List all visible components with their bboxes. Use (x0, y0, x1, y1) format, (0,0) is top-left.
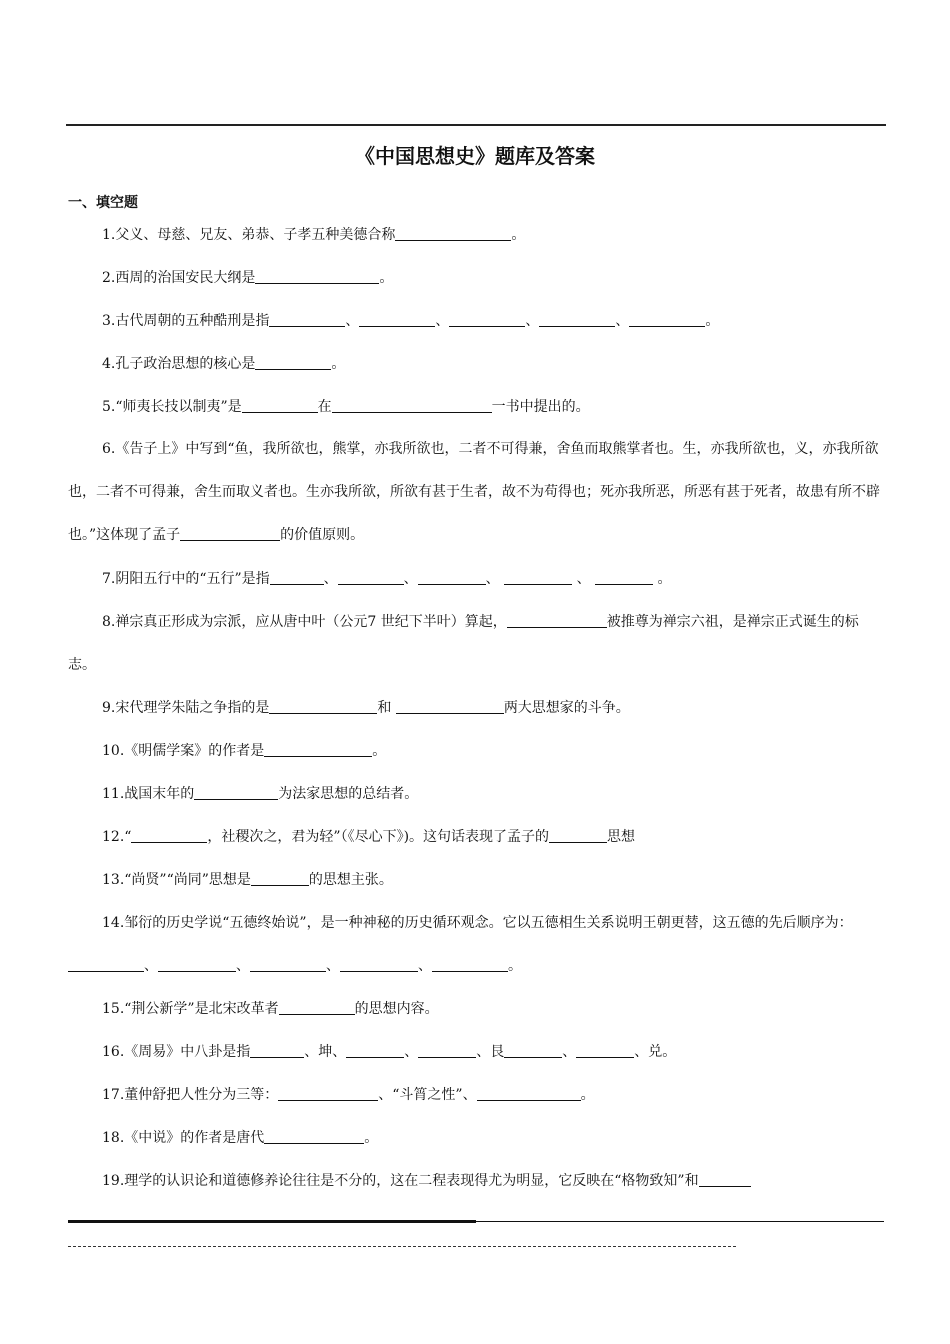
question-text: ，社稷次之，君为轻”（《尽心下》)。这句话表现了孟子的 (207, 829, 550, 845)
question-17 (68, 1074, 886, 1117)
question-7 (68, 558, 886, 601)
question-12 (68, 816, 886, 859)
question-text: 、 (572, 571, 596, 587)
question-11 (68, 773, 886, 816)
question-text: 14.邹衍的历史学说“五德终始说”，是一种神秘的历史循环观念。它以五德相生关系说明王朝更替，这五德的先后顺序为： (102, 915, 853, 931)
answer-blank (699, 1172, 751, 1187)
footer-rule-thick (68, 1220, 476, 1223)
question-text: 、 (236, 958, 250, 974)
question-text: 6.《告子上》中写到“鱼，我所欲也，熊掌，亦我所欲也，二者不可得兼，舍鱼而取熊掌者也。生，亦我所欲也，义，亦我所欲也，二者不可得兼，舍生而取义者也。生亦我所欲，所欲有甚于生者，故不为苟得也；死亦我所恶，所恶有甚于死者，故患有所不辟也。”这体现了孟子 (68, 441, 880, 543)
answer-blank (396, 699, 504, 714)
question-text: 的价值原则。 (280, 527, 365, 543)
question-14 (68, 902, 886, 988)
question-text: 4.孔子政治思想的核心是 (102, 356, 256, 372)
question-16 (68, 1031, 886, 1074)
question-text: 。 (511, 227, 526, 243)
answer-blank (507, 613, 607, 628)
answer-blank (432, 957, 508, 972)
answer-blank (242, 398, 318, 413)
question-text: 、 (345, 313, 360, 329)
question-text: 。 (580, 1087, 595, 1103)
answer-blank (264, 742, 372, 757)
question-text: 、 (435, 313, 450, 329)
question-text: 、 (615, 313, 630, 329)
question-text: 、 (323, 571, 338, 587)
question-text: 的思想主张。 (308, 872, 393, 888)
question-text: 7.阴阳五行中的“五行”是指 (102, 571, 270, 587)
question-4 (68, 343, 886, 386)
answer-blank (269, 312, 345, 327)
question-text: 和 (377, 700, 396, 716)
footer-rule-thin (476, 1221, 884, 1222)
answer-blank (255, 269, 379, 284)
question-text: 、 (326, 958, 340, 974)
question-text: 为法家思想的总结者。 (278, 786, 419, 802)
answer-blank (340, 957, 418, 972)
question-15 (68, 988, 886, 1031)
question-text: 、 (562, 1044, 577, 1060)
question-text: 的思想内容。 (354, 1001, 439, 1017)
question-text: 10.《明儒学案》的作者是 (102, 743, 265, 759)
question-text: 3.古代周朝的五种酷刑是指 (102, 313, 270, 329)
question-2 (68, 257, 886, 300)
question-5 (68, 386, 886, 429)
answer-blank (332, 398, 492, 413)
question-text: 。 (653, 571, 672, 587)
question-9 (68, 687, 886, 730)
answer-blank (158, 957, 236, 972)
question-text: 在 (317, 399, 332, 415)
question-text: 12.“ (102, 829, 132, 845)
question-text: 2.西周的治国安民大纲是 (102, 270, 256, 286)
question-text: 11.战国末年的 (102, 786, 195, 802)
answer-blank (418, 1043, 476, 1058)
page-title: 《中国思想史》题库及答案 (355, 144, 595, 168)
answer-blank (250, 1043, 304, 1058)
question-text: 19.理学的认识论和道德修养论往往是不分的，这在二程表现得尤为明显，它反映在“格物致知”和 (102, 1173, 699, 1189)
answer-blank (395, 226, 511, 241)
answer-blank (269, 699, 377, 714)
answer-blank (251, 871, 309, 886)
answer-blank (264, 1129, 364, 1144)
answer-blank (418, 570, 486, 585)
question-text: 。 (508, 958, 522, 974)
answer-blank (338, 570, 404, 585)
question-text: 18.《中说》的作者是唐代 (102, 1130, 265, 1146)
question-text: 一书中提出的。 (491, 399, 590, 415)
question-3 (68, 300, 886, 343)
question-1 (68, 214, 886, 257)
question-text: 9.宋代理学朱陆之争指的是 (102, 700, 270, 716)
question-19 (68, 1160, 886, 1203)
question-text: 、艮 (476, 1044, 505, 1060)
question-text: 、 (404, 1044, 419, 1060)
answer-blank (278, 1086, 378, 1101)
answer-blank (576, 1043, 634, 1058)
answer-blank (68, 957, 144, 972)
answer-blank (194, 785, 278, 800)
answer-blank (549, 828, 607, 843)
section-heading: 一、填空题 (68, 195, 138, 211)
question-6 (68, 428, 886, 557)
question-text: 。 (705, 313, 720, 329)
question-text: 被推尊为禅宗六祖，是禅宗正式诞生的标志。 (68, 614, 859, 673)
answer-blank (504, 1043, 562, 1058)
question-10 (68, 730, 886, 773)
answer-blank (250, 957, 326, 972)
question-text: 、 (144, 958, 158, 974)
question-text: 8.禅宗真正形成为宗派，应从唐中叶（公元7 世纪下半叶）算起， (102, 614, 507, 630)
answer-blank (279, 1000, 355, 1015)
question-text: 、“斗筲之性”、 (378, 1087, 477, 1103)
question-text: 、 (403, 571, 418, 587)
answer-blank (477, 1086, 581, 1101)
answer-blank (539, 312, 615, 327)
answer-blank (346, 1043, 404, 1058)
footer-dashed-rule (68, 1246, 736, 1247)
question-text: 、兑。 (634, 1044, 677, 1060)
question-13 (68, 859, 886, 902)
question-text: 、 (525, 313, 540, 329)
question-text: 17.董仲舒把人性分为三等： (102, 1087, 279, 1103)
question-text: 。 (379, 270, 394, 286)
question-text: 5.“师夷长技以制夷”是 (102, 399, 242, 415)
question-text: 两大思想家的斗争。 (503, 700, 630, 716)
answer-blank (270, 570, 324, 585)
question-18 (68, 1117, 886, 1160)
question-text: 。 (331, 356, 346, 372)
question-text: 思想 (607, 829, 636, 845)
question-text: 、 (418, 958, 432, 974)
question-text: 。 (364, 1130, 379, 1146)
answer-blank (255, 355, 331, 370)
answer-blank (180, 526, 280, 541)
answer-blank (629, 312, 705, 327)
question-text: 13.“尚贤”“尚同”思想是 (102, 872, 251, 888)
answer-blank (595, 570, 653, 585)
answer-blank (131, 828, 207, 843)
header-rule (66, 124, 886, 126)
answer-blank (359, 312, 435, 327)
question-text: 。 (372, 743, 387, 759)
question-text: 、坤、 (304, 1044, 347, 1060)
question-text: 16.《周易》中八卦是指 (102, 1044, 251, 1060)
question-8 (68, 601, 886, 687)
question-text: 1.父义、母慈、兄友、弟恭、子孝五种美德合称 (102, 227, 396, 243)
answer-blank (449, 312, 525, 327)
question-text: 、 (485, 571, 505, 587)
answer-blank (504, 570, 572, 585)
question-text: 15.“荆公新学”是北宋改革者 (102, 1001, 279, 1017)
